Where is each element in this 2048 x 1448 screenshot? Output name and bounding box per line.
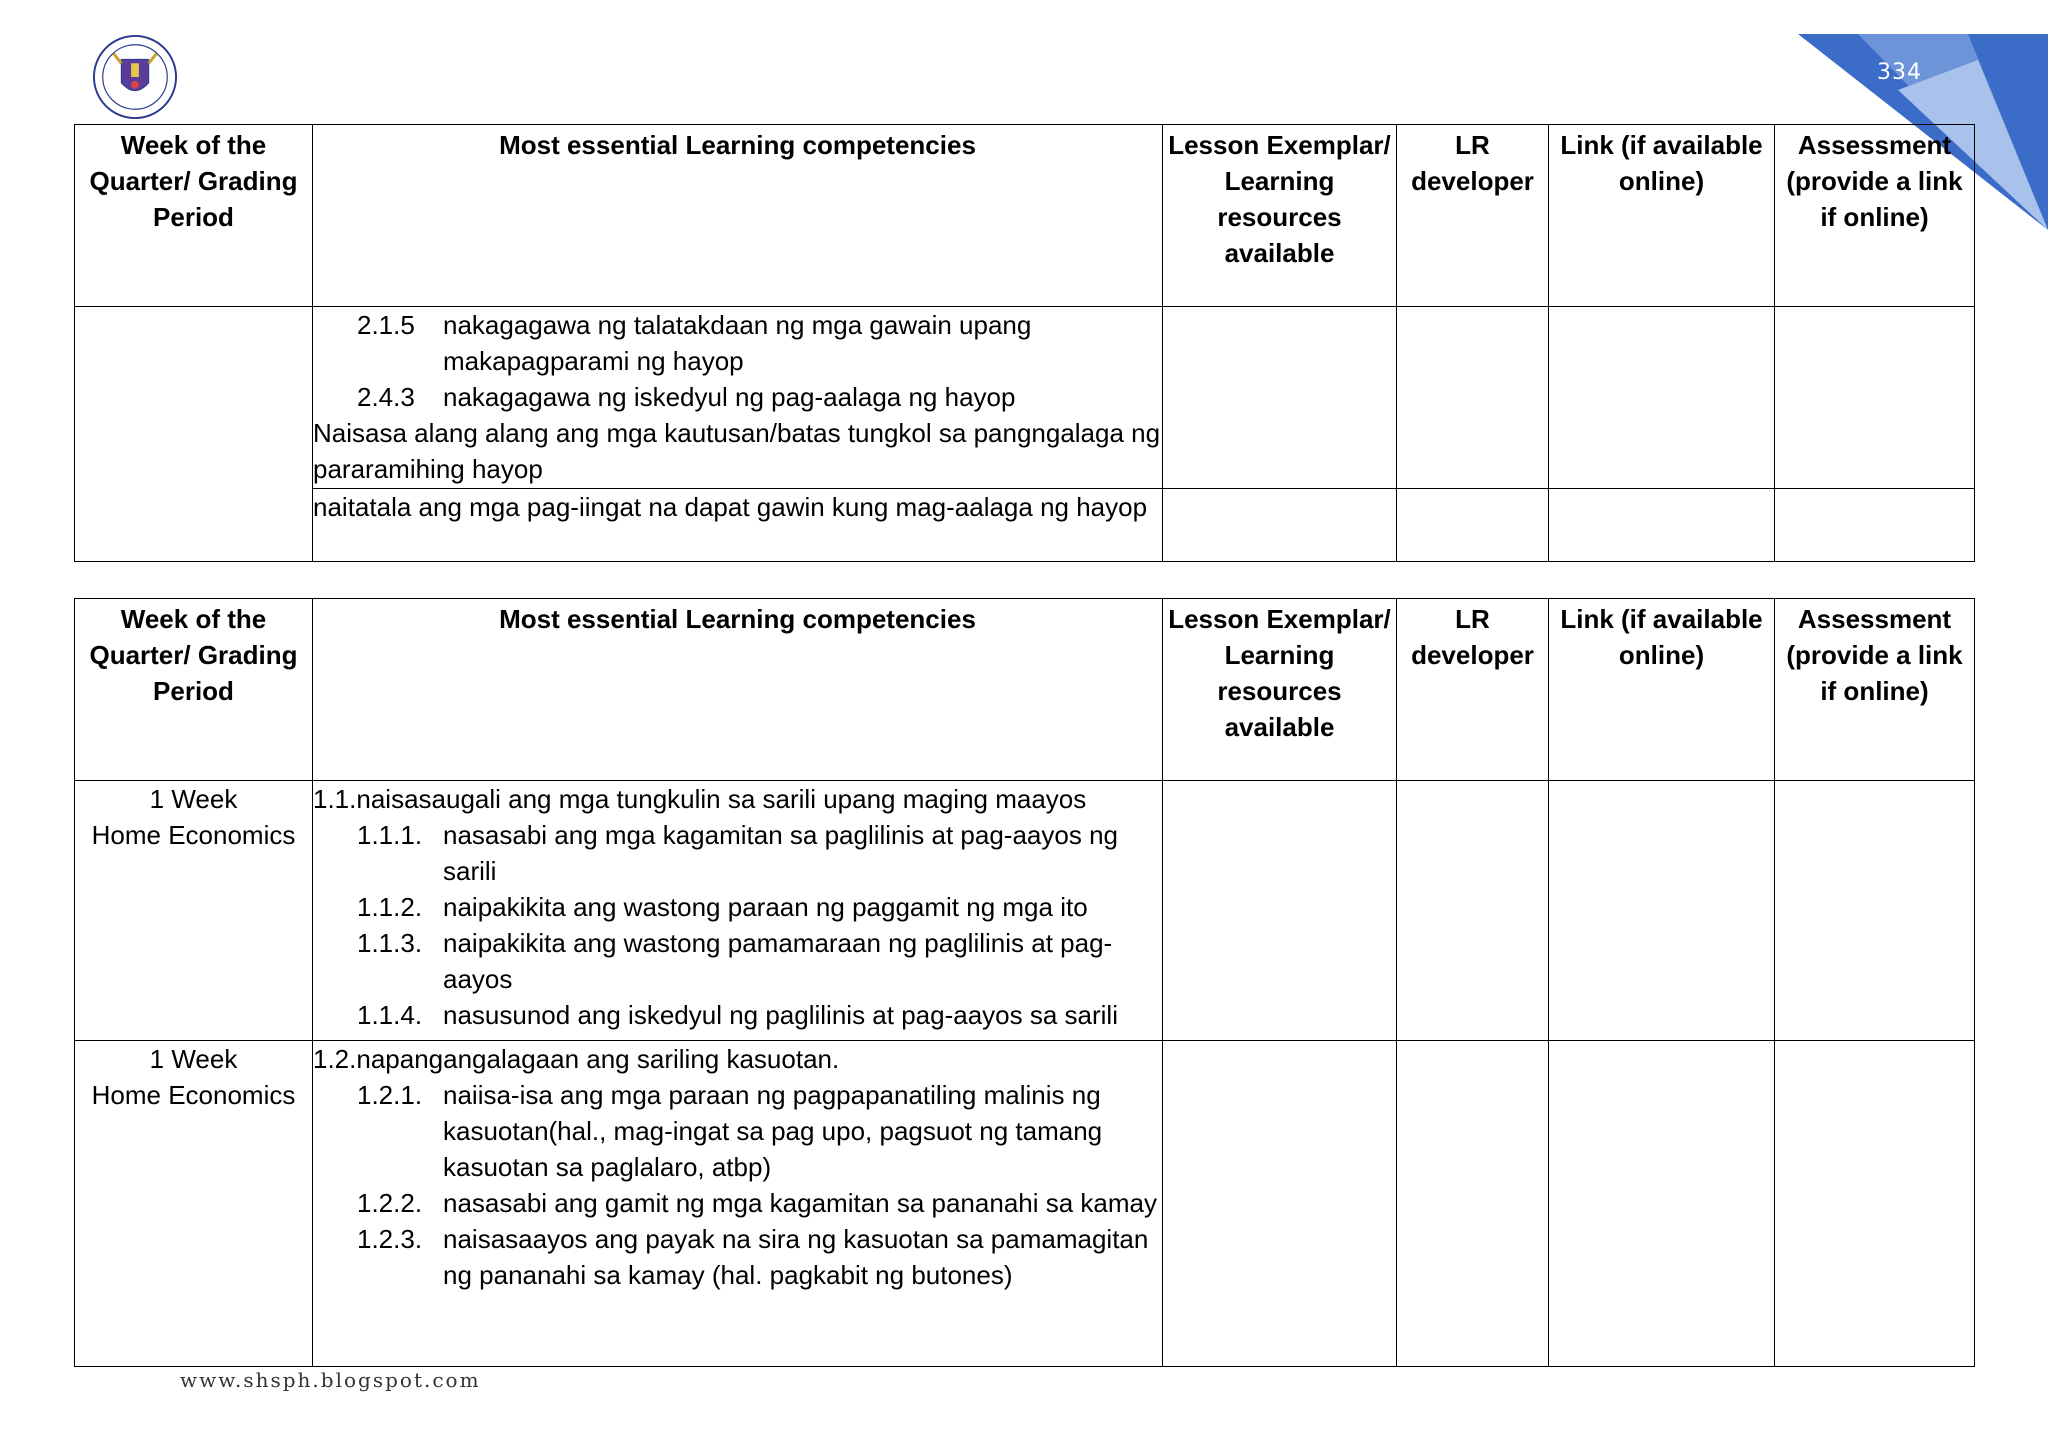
item-number: 1.2.1.	[357, 1080, 423, 1110]
item-number: 2.1.5	[357, 310, 415, 340]
table-header-row	[75, 125, 1975, 307]
table-row	[75, 489, 1975, 562]
empty-cell	[1775, 1041, 1975, 1367]
table-row	[75, 781, 1975, 1041]
header-competencies: Most essential Learning competencies	[313, 125, 1163, 307]
item-text: nasusunod ang iskedyul ng paglilinis at pag-aayos sa sarili	[443, 1000, 1118, 1030]
item-text: naipakikita ang wastong paraan ng paggamit ng mga ito	[443, 892, 1088, 922]
header-lr-developer: LR developer	[1397, 125, 1549, 307]
competency-cell	[313, 781, 1163, 1041]
plain-text: Naisasa alang alang ang mga kautusan/batas tungkol sa pangngalaga ng pararamihing hayop	[313, 418, 1161, 484]
empty-cell	[1775, 489, 1975, 562]
header-lr-developer: LR developer	[1397, 599, 1549, 781]
subject-label: Home Economics	[91, 820, 296, 850]
item-text: nakagagawa ng iskedyul ng pag-aalaga ng hayop	[443, 382, 1016, 412]
competency-table-2	[74, 598, 1975, 1367]
item-number: 1.1.2.	[357, 892, 423, 922]
competency-cell	[313, 307, 1163, 489]
empty-cell	[1163, 307, 1397, 489]
header-competencies: Most essential Learning competencies	[313, 599, 1163, 781]
item-number: 1.1.1.	[357, 820, 423, 850]
empty-cell	[1163, 489, 1397, 562]
competency-cell: naitatala ang mga pag-iingat na dapat gawin kung mag-aalaga ng hayop	[313, 489, 1163, 562]
week-cell	[75, 781, 313, 1041]
item-text: naipakikita ang wastong pamamaraan ng paglilinis at pag-aayos	[443, 928, 1113, 994]
empty-cell	[1549, 489, 1775, 562]
list-item	[313, 379, 1162, 415]
list-item	[313, 817, 1162, 889]
list-item	[313, 889, 1162, 925]
header-lesson: Lesson Exemplar/ Learning resources available	[1163, 599, 1397, 781]
item-number: 1.1.3.	[357, 928, 423, 958]
item-number: 1.2.3.	[357, 1224, 423, 1254]
header-lesson: Lesson Exemplar/ Learning resources available	[1163, 125, 1397, 307]
header-assessment: Assessment (provide a link if online)	[1775, 125, 1975, 307]
list-item	[313, 1077, 1162, 1185]
list-item	[313, 1185, 1162, 1221]
week-label: 1 Week	[149, 1044, 238, 1074]
item-text: naisasaayos ang payak na sira ng kasuotan sa pamamagitan ng pananahi sa kamay (hal. pagkabit ng butones)	[443, 1224, 1149, 1290]
competency-heading: 1.2.napangangalagaan ang sariling kasuotan.	[313, 1044, 840, 1074]
header-week: Week of the Quarter/ Grading Period	[75, 599, 313, 781]
competency-heading: 1.1.naisasaugali ang mga tungkulin sa sarili upang maging maayos	[313, 784, 1087, 814]
table-header-row	[75, 599, 1975, 781]
empty-cell	[1397, 489, 1549, 562]
item-text: nasasabi ang gamit ng mga kagamitan sa pananahi sa kamay	[443, 1188, 1157, 1218]
empty-cell	[1549, 307, 1775, 489]
empty-cell	[1549, 1041, 1775, 1367]
week-label: 1 Week	[149, 784, 238, 814]
competency-table-1	[74, 124, 1975, 562]
empty-cell	[1163, 781, 1397, 1041]
empty-cell	[1397, 1041, 1549, 1367]
footer-url: www.shsph.blogspot.com	[180, 1368, 481, 1392]
empty-cell	[1397, 307, 1549, 489]
list-item	[313, 925, 1162, 997]
item-text: nakagagawa ng talatakdaan ng mga gawain upang makapagparami ng hayop	[443, 310, 1032, 376]
table-row	[75, 1041, 1975, 1367]
empty-cell	[1549, 781, 1775, 1041]
header-assessment: Assessment (provide a link if online)	[1775, 599, 1975, 781]
item-text: naiisa-isa ang mga paraan ng pagpapanatiling malinis ng kasuotan(hal., mag-ingat sa pag upo, pagsuot ng tamang kasuotan sa paglalaro, atbp)	[443, 1080, 1103, 1182]
item-number: 1.1.4.	[357, 1000, 423, 1030]
page-number: 334	[1877, 60, 1922, 85]
deped-seal-logo	[86, 34, 184, 120]
header-link: Link (if available online)	[1549, 125, 1775, 307]
empty-cell	[1163, 1041, 1397, 1367]
empty-cell	[1397, 781, 1549, 1041]
list-item	[313, 997, 1162, 1033]
list-item	[313, 1221, 1162, 1293]
list-item	[313, 307, 1162, 379]
week-cell	[75, 307, 313, 562]
header-week: Week of the Quarter/ Grading Period	[75, 125, 313, 307]
item-number: 2.4.3	[357, 382, 415, 412]
header-link: Link (if available online)	[1549, 599, 1775, 781]
item-text: nasasabi ang mga kagamitan sa paglilinis at pag-aayos ng sarili	[443, 820, 1118, 886]
table-row	[75, 307, 1975, 489]
competency-cell	[313, 1041, 1163, 1367]
empty-cell	[1775, 307, 1975, 489]
week-cell	[75, 1041, 313, 1367]
item-number: 1.2.2.	[357, 1188, 423, 1218]
empty-cell	[1775, 781, 1975, 1041]
subject-label: Home Economics	[91, 1080, 296, 1110]
